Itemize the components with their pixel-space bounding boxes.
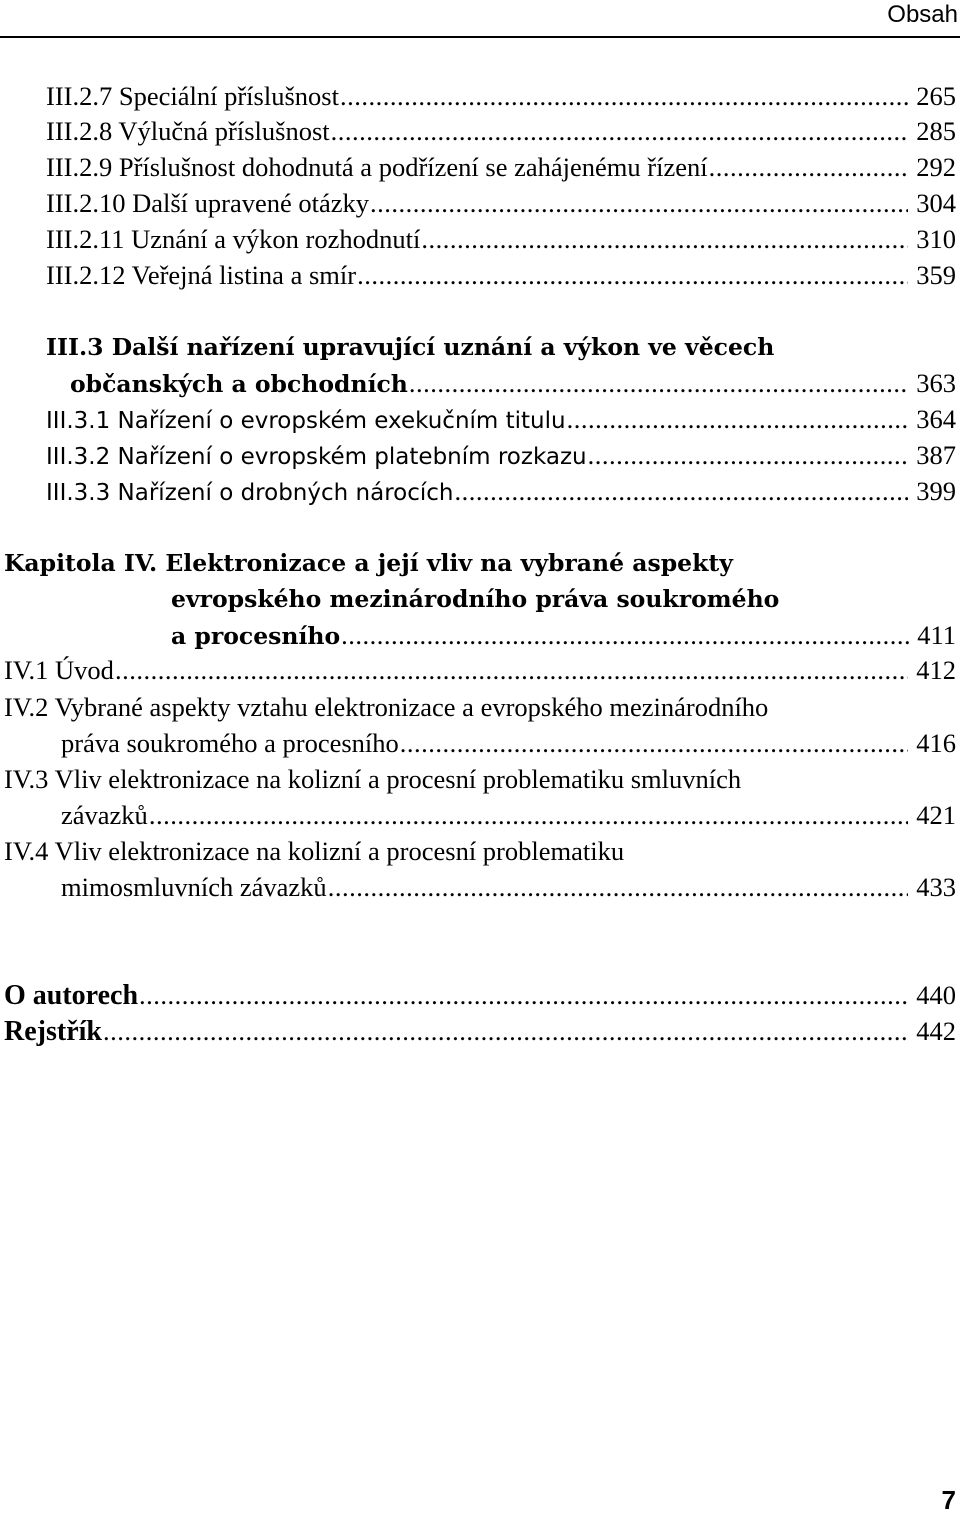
toc-entry-title: a procesního — [171, 622, 341, 650]
leader-dots — [328, 870, 909, 904]
toc-entry-title: III.2.7 Speciální příslušnost — [46, 81, 339, 111]
toc-entry[interactable] — [4, 653, 956, 687]
toc-entry-title: III.3.1 Nařízení o evropském exekučním titulu — [46, 408, 566, 434]
toc-entry-page: 292 — [916, 152, 956, 182]
leader-dots — [149, 798, 908, 832]
toc-entry-page: 310 — [916, 224, 956, 254]
toc-entry-title: III.3.3 Nařízení o drobných nárocích — [46, 480, 454, 506]
toc-entry[interactable] — [171, 618, 956, 652]
leader-dots — [588, 438, 909, 472]
toc-entry-page: 304 — [916, 188, 956, 218]
toc-entry-title[interactable]: IV.2 Vybrané aspekty vztahu elektronizace a evropského mezinárodního — [4, 692, 769, 722]
toc-section-heading[interactable]: III.3 Další nařízení upravující uznání a výkon ve věcech — [46, 333, 775, 361]
leader-dots — [341, 618, 909, 652]
toc-entry[interactable] — [46, 438, 956, 472]
toc-entry[interactable] — [46, 258, 956, 292]
toc-entry-page: 363 — [916, 368, 956, 398]
toc-entry[interactable] — [46, 474, 956, 508]
toc-entry[interactable] — [61, 870, 956, 904]
toc-entry-page: 433 — [916, 872, 956, 902]
toc-entry-page: 387 — [916, 440, 956, 470]
leader-dots — [115, 653, 908, 687]
leader-dots — [340, 79, 908, 113]
toc-entry-title: III.3.2 Nařízení o evropském platebním rozkazu — [46, 444, 587, 470]
toc-entry-title: III.2.12 Veřejná listina a smír — [46, 260, 357, 290]
toc-entry-title: III.2.8 Výlučná příslušnost — [46, 116, 330, 146]
toc-entry[interactable] — [4, 978, 956, 1012]
leader-dots — [567, 402, 909, 436]
leader-dots — [370, 186, 908, 220]
leader-dots — [709, 150, 909, 184]
leader-dots — [409, 366, 908, 400]
toc-entry[interactable] — [46, 186, 956, 220]
toc-entry-page: 265 — [916, 81, 956, 111]
leader-dots — [454, 474, 908, 508]
leader-dots — [331, 114, 909, 148]
toc-entry[interactable] — [46, 114, 956, 148]
leader-dots — [139, 978, 908, 1012]
toc-entry[interactable] — [46, 79, 956, 113]
toc-entry-page: 416 — [916, 728, 956, 758]
toc-entry[interactable] — [61, 726, 956, 760]
toc-entry-title: Rejstřík — [4, 1016, 102, 1047]
leader-dots — [421, 222, 908, 256]
toc-entry[interactable] — [46, 222, 956, 256]
page-number: 7 — [941, 1485, 956, 1515]
toc-entry-title: práva soukromého a procesního — [61, 728, 399, 758]
toc-entry-page: 285 — [916, 116, 956, 146]
running-head: Obsah — [887, 1, 958, 28]
toc-entry-title: III.2.10 Další upravené otázky — [46, 188, 370, 218]
leader-dots — [357, 258, 908, 292]
toc-entry-title: mimosmluvních závazků — [61, 872, 327, 902]
toc-entry[interactable] — [4, 1014, 956, 1048]
toc-chapter-heading[interactable]: Kapitola IV. Elektronizace a její vliv na vybrané aspekty — [4, 549, 733, 577]
toc-entry[interactable] — [61, 798, 956, 832]
toc-entry-title: občanských a obchodních — [70, 370, 408, 398]
toc-entry-page: 421 — [916, 800, 956, 830]
leader-dots — [103, 1014, 908, 1048]
toc-entry-page: 364 — [916, 404, 956, 434]
toc-entry-page: 359 — [916, 260, 956, 290]
toc-entry[interactable] — [46, 150, 956, 184]
leader-dots — [400, 726, 908, 760]
toc-entry-title[interactable]: IV.3 Vliv elektronizace na kolizní a procesní problematiku smluvních — [4, 764, 742, 794]
toc-entry-title: III.2.9 Příslušnost dohodnutá a podřízení se zahájenému řízení — [46, 152, 708, 182]
toc-entry-page: 411 — [917, 620, 956, 650]
toc-entry-title: III.2.11 Uznání a výkon rozhodnutí — [46, 224, 421, 254]
toc-entry-title: závazků — [61, 800, 148, 830]
toc-entry[interactable] — [70, 366, 956, 400]
header-rule — [0, 36, 960, 38]
toc-entry-page: 412 — [916, 655, 956, 685]
toc-entry-title: O autorech — [4, 980, 139, 1011]
toc-entry-page: 440 — [916, 980, 956, 1010]
toc-entry-title[interactable]: IV.4 Vliv elektronizace na kolizní a procesní problematiku — [4, 836, 625, 866]
toc-chapter-heading-cont: evropského mezinárodního práva soukromého — [171, 585, 780, 613]
toc-entry[interactable] — [46, 402, 956, 436]
toc-entry-page: 399 — [916, 476, 956, 506]
toc-entry-title: IV.1 Úvod — [4, 655, 114, 685]
toc-entry-page: 442 — [916, 1016, 956, 1046]
